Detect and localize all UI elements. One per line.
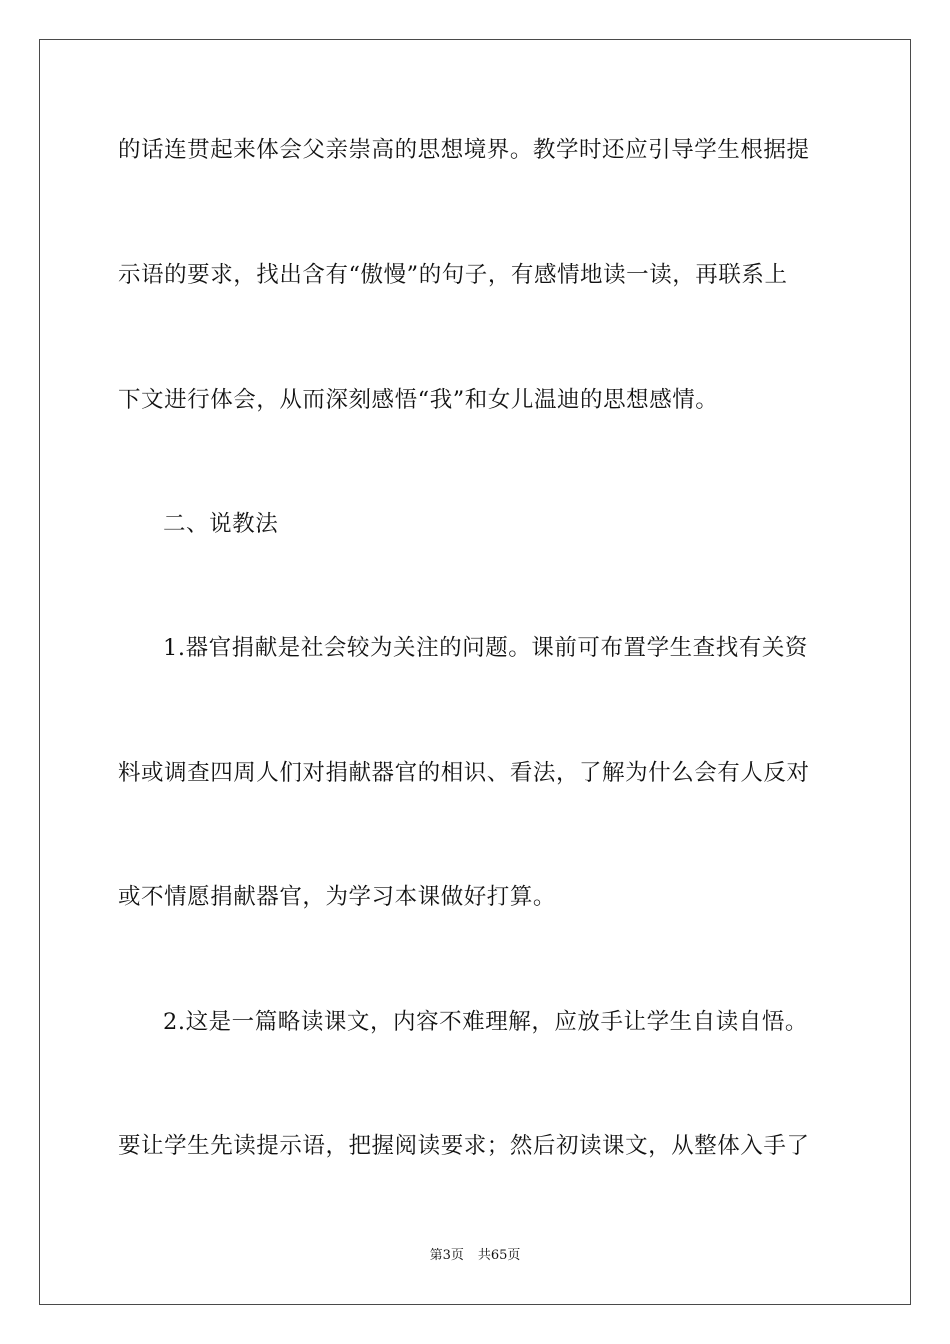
- body-text-line: 的话连贯起来体会父亲崇高的思想境界。教学时还应引导学生根据提: [118, 137, 810, 163]
- body-text-line: 或不情愿捐献器官，为学习本课做好打算。: [118, 884, 556, 910]
- body-text-line: 要让学生先读提示语，把握阅读要求；然后初读课文，从整体入手了: [118, 1133, 810, 1159]
- page-border: [39, 39, 911, 1305]
- body-text-line: 料或调查四周人们对捐献器官的相识、看法，了解为什么会有人反对: [118, 760, 810, 786]
- page-total: 共65页: [477, 1248, 521, 1263]
- body-text-line: 2.这是一篇略读课文，内容不难理解，应放手让学生自读自悟。: [163, 1009, 808, 1035]
- page-number: 第3页: [429, 1248, 464, 1263]
- page-footer: [0, 1247, 950, 1265]
- body-text-line: 下文进行体会，从而深刻感悟“我”和女儿温迪的思想感情。: [118, 387, 719, 413]
- body-text-line: 示语的要求，找出含有“傲慢”的句子，有感情地读一读，再联系上: [118, 262, 788, 288]
- body-text-line: 1.器官捐献是社会较为关注的问题。课前可布置学生查找有关资: [163, 635, 808, 661]
- section-heading: 二、说教法: [163, 511, 279, 537]
